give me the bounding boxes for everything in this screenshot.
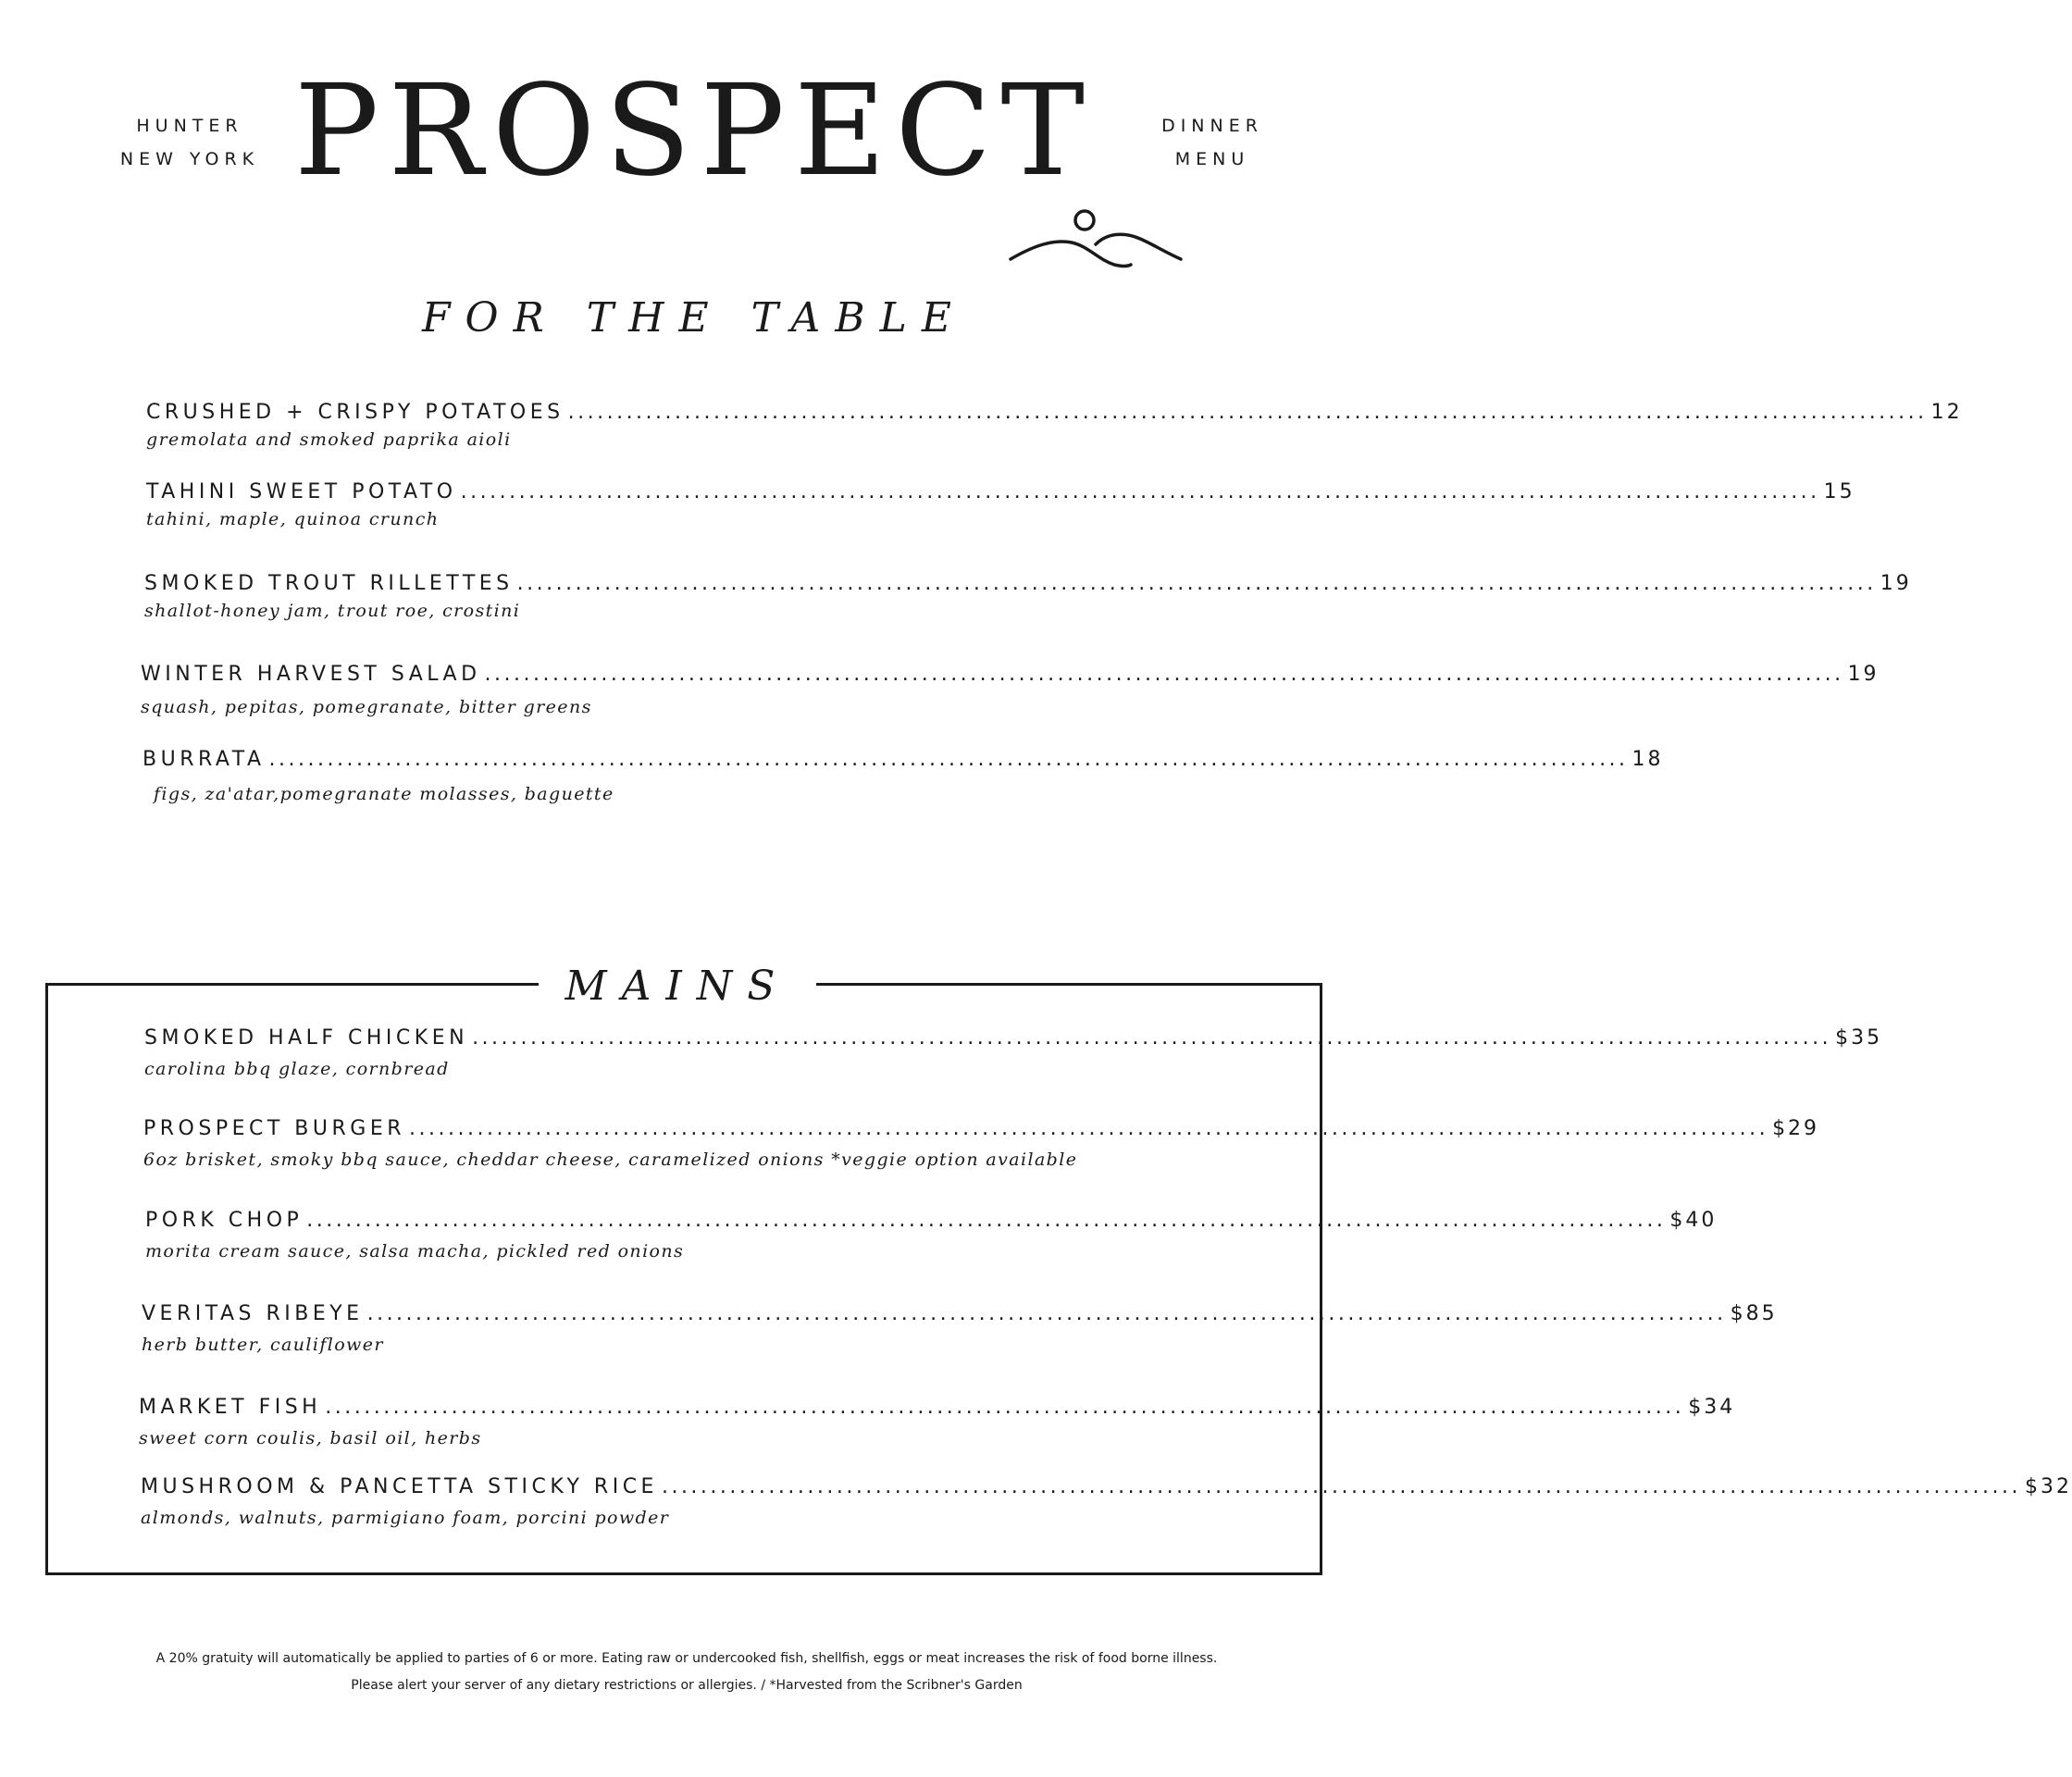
leader-dots: ............................................................................................................................................ [567, 401, 1928, 424]
item-price: $85 [1730, 1302, 1778, 1325]
location-line-2: NEW YORK [119, 149, 260, 169]
item-name: WINTER HARVEST SALAD [141, 663, 481, 686]
item-description: 6oz brisket, smoky bbq sauce, cheddar cheese, caramelized onions *veggie option available [143, 1149, 1078, 1170]
item-name: CRUSHED + CRISPY POTATOES [146, 401, 565, 424]
item-price: 19 [1880, 572, 1912, 595]
leader-dots: ............................................................................................................................................ [484, 663, 1844, 686]
item-name: SMOKED TROUT RILLETTES [144, 572, 514, 595]
location-line-1: HUNTER [136, 116, 243, 136]
brand-title: PROSPECT [293, 58, 1095, 205]
item-price: $29 [1772, 1117, 1820, 1140]
item-name: MARKET FISH [139, 1396, 322, 1419]
item-price: 18 [1632, 748, 1664, 771]
item-name: BURRATA [143, 748, 266, 771]
leader-dots: ............................................................................................................................................ [516, 572, 1877, 595]
item-description: carolina bbq glaze, cornbread [144, 1059, 450, 1079]
item-price: 19 [1847, 663, 1880, 686]
item-price: $40 [1669, 1209, 1718, 1232]
item-description: shallot-honey jam, trout roe, crostini [144, 601, 521, 621]
item-price: $35 [1835, 1026, 1883, 1050]
item-description: almonds, walnuts, parmigiano foam, porcini powder [141, 1508, 670, 1528]
menu-item [141, 663, 1880, 717]
footer-line-1: A 20% gratuity will automatically be applied to parties of 6 or more. Eating raw or undercooked fish, shellfish, eggs or meat increases the risk of food borne illness. [155, 1651, 1218, 1666]
item-price: 12 [1930, 401, 1963, 424]
item-name: PROSPECT BURGER [143, 1117, 406, 1140]
leader-dots: ............................................................................................................................................ [268, 748, 1629, 771]
leader-dots: ............................................................................................................................................ [472, 1026, 1832, 1050]
item-description: tahini, maple, quinoa crunch [146, 509, 440, 529]
item-description: sweet corn coulis, basil oil, herbs [139, 1428, 482, 1448]
leader-dots: ............................................................................................................................................ [661, 1475, 2021, 1498]
menu-type-line-1: DINNER [1161, 116, 1263, 136]
menu-item [143, 748, 1664, 804]
menu-item [143, 1117, 1820, 1170]
item-name: TAHINI SWEET POTATO [146, 480, 457, 503]
menu-item [144, 572, 1912, 621]
item-price: $32 [2025, 1475, 2072, 1498]
menu-item [142, 1302, 1778, 1355]
item-name: PORK CHOP [145, 1209, 304, 1232]
leader-dots: ............................................................................................................................................ [366, 1302, 1727, 1325]
item-price: $34 [1688, 1396, 1736, 1419]
leader-dots: ............................................................................................................................................ [306, 1209, 1667, 1232]
footer-notice [56, 1646, 1318, 1699]
sun-over-hills-icon [1005, 205, 1190, 280]
leader-dots: ............................................................................................................................................ [409, 1117, 1769, 1140]
item-description: morita cream sauce, salsa macha, pickled red onions [145, 1241, 685, 1261]
menu-item [139, 1396, 1736, 1448]
item-name: VERITAS RIBEYE [142, 1302, 364, 1325]
menu-item [146, 401, 1963, 450]
item-description: squash, pepitas, pomegranate, bitter greens [141, 697, 592, 717]
item-description: herb butter, cauliflower [142, 1335, 384, 1355]
leader-dots: ............................................................................................................................................ [460, 480, 1820, 503]
item-description: figs, za'atar,pomegranate molasses, baguette [154, 784, 614, 804]
location [97, 109, 282, 176]
item-description: gremolata and smoked paprika aioli [146, 429, 512, 450]
leader-dots: ............................................................................................................................................ [325, 1396, 1685, 1419]
menu-item [145, 1209, 1718, 1261]
item-name: MUSHROOM & PANCETTA STICKY RICE [141, 1475, 658, 1498]
section-title-for-the-table: FOR THE TABLE [422, 294, 966, 342]
menu-item [144, 1026, 1883, 1079]
menu-item [146, 480, 1855, 529]
menu-item [141, 1475, 2072, 1528]
footer-line-2: Please alert your server of any dietary restrictions or allergies. / *Harvested from the Scribner's Garden [351, 1678, 1023, 1693]
menu-type-line-2: MENU [1174, 149, 1250, 169]
item-price: 15 [1823, 480, 1855, 503]
item-name: SMOKED HALF CHICKEN [144, 1026, 469, 1050]
section-title-mains: MAINS [565, 963, 790, 1010]
menu-type [1120, 109, 1305, 176]
